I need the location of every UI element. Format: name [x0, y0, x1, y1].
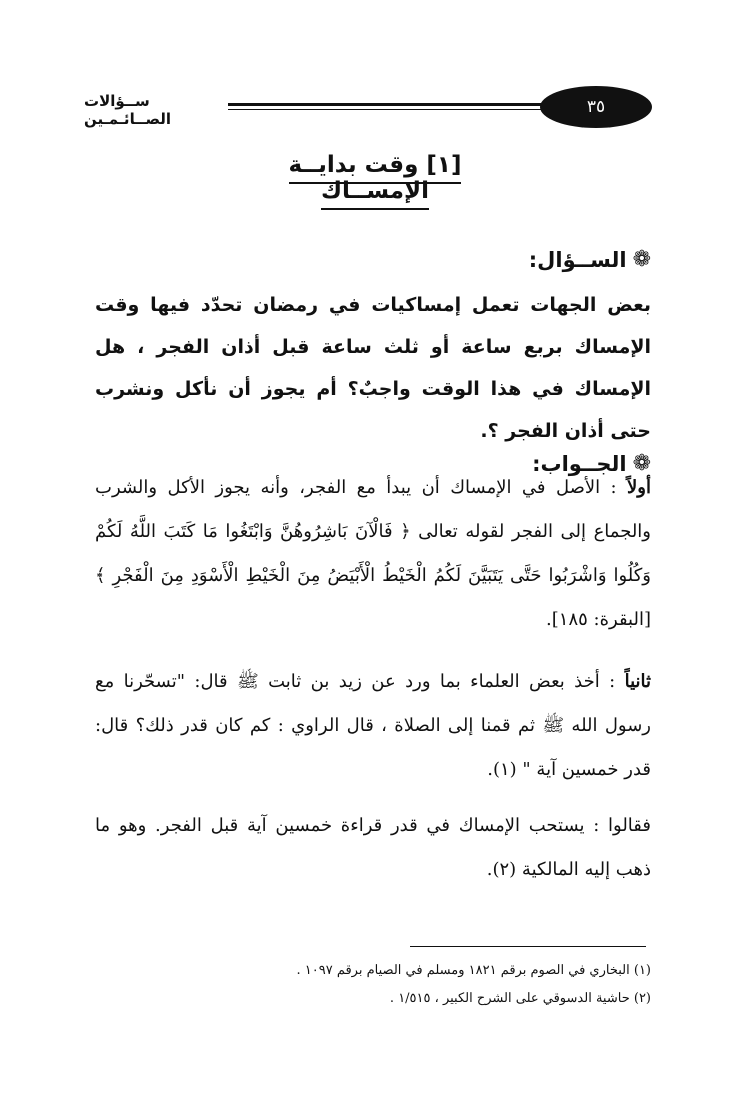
flower-ornament-icon: ❁: [632, 451, 651, 476]
answer-paragraph-1: [95, 466, 651, 642]
answer-paragraph-2: [95, 660, 651, 792]
answer-p2-text: : أخذ بعض العلماء بما ورد عن زيد بن ثابت ﷺ قال: "تسحّرنا مع رسول الله ﷺ ثم قمنا إلى الصلاة ، قال الراوي : كم كان قدر ذلك؟ قال: قدر خمسين آية " (١).: [95, 671, 651, 780]
answer-p1-text: : الأصل في الإمساك أن يبدأ مع الفجر، وأنه يجوز الأكل والشرب والجماع إلى الفجر لقوله تعالى ﴿ فَالْآنَ بَاشِرُوهُنَّ وَابْتَغُوا مَا كَتَبَ اللَّهُ لَكُمْ وَكُلُوا وَاشْرَبُوا حَتَّى يَتَبَيَّنَ لَكُمُ الْخَيْطُ الْأَبْيَضُ مِنَ الْخَيْطِ الْأَسْوَدِ مِنَ الْفَجْرِ ﴾ [البقرة: ١٨٥].: [95, 477, 651, 630]
footnote-1: (١) البخاري في الصوم برقم ١٨٢١ ومسلم في الصيام برقم ١٠٩٧ .: [296, 963, 651, 978]
footnote-rule: [410, 946, 646, 947]
answer-p2-lead: ثانياً: [624, 671, 651, 692]
answer-heading-text: الجــواب:: [532, 452, 627, 476]
chapter-title-text: [١] وقت بدايــة الإمســاك: [289, 152, 462, 210]
running-title: ســؤالات الصــائـمـين: [80, 92, 228, 128]
flower-ornament-icon: ❁: [632, 247, 651, 272]
footnote-2: (٢) حاشية الدسوقي على الشرح الكبير ، ١/٥١٥ .: [389, 991, 651, 1006]
question-text: بعض الجهات تعمل إمساكيات في رمضان تحدّد فيها وقت الإمساك بربع ساعة أو ثلث ساعة قبل أذان الفجر ، هل الإمساك في هذا الوقت واجبٌ؟ أم يجوز أن نأكل ونشرب حتى أذان الفجر ؟.: [95, 294, 651, 442]
question-heading: [529, 248, 651, 272]
page-number: ٣٥: [540, 86, 652, 128]
answer-paragraph-3: فقالوا : يستحب الإمساك في قدر قراءة خمسين آية قبل الفجر. وهو ما ذهب إليه المالكية (٢).: [95, 815, 651, 880]
chapter-title: [240, 152, 510, 204]
question-heading-text: الســؤال:: [528, 248, 627, 272]
answer-p1-lead: أولاً: [627, 477, 651, 498]
